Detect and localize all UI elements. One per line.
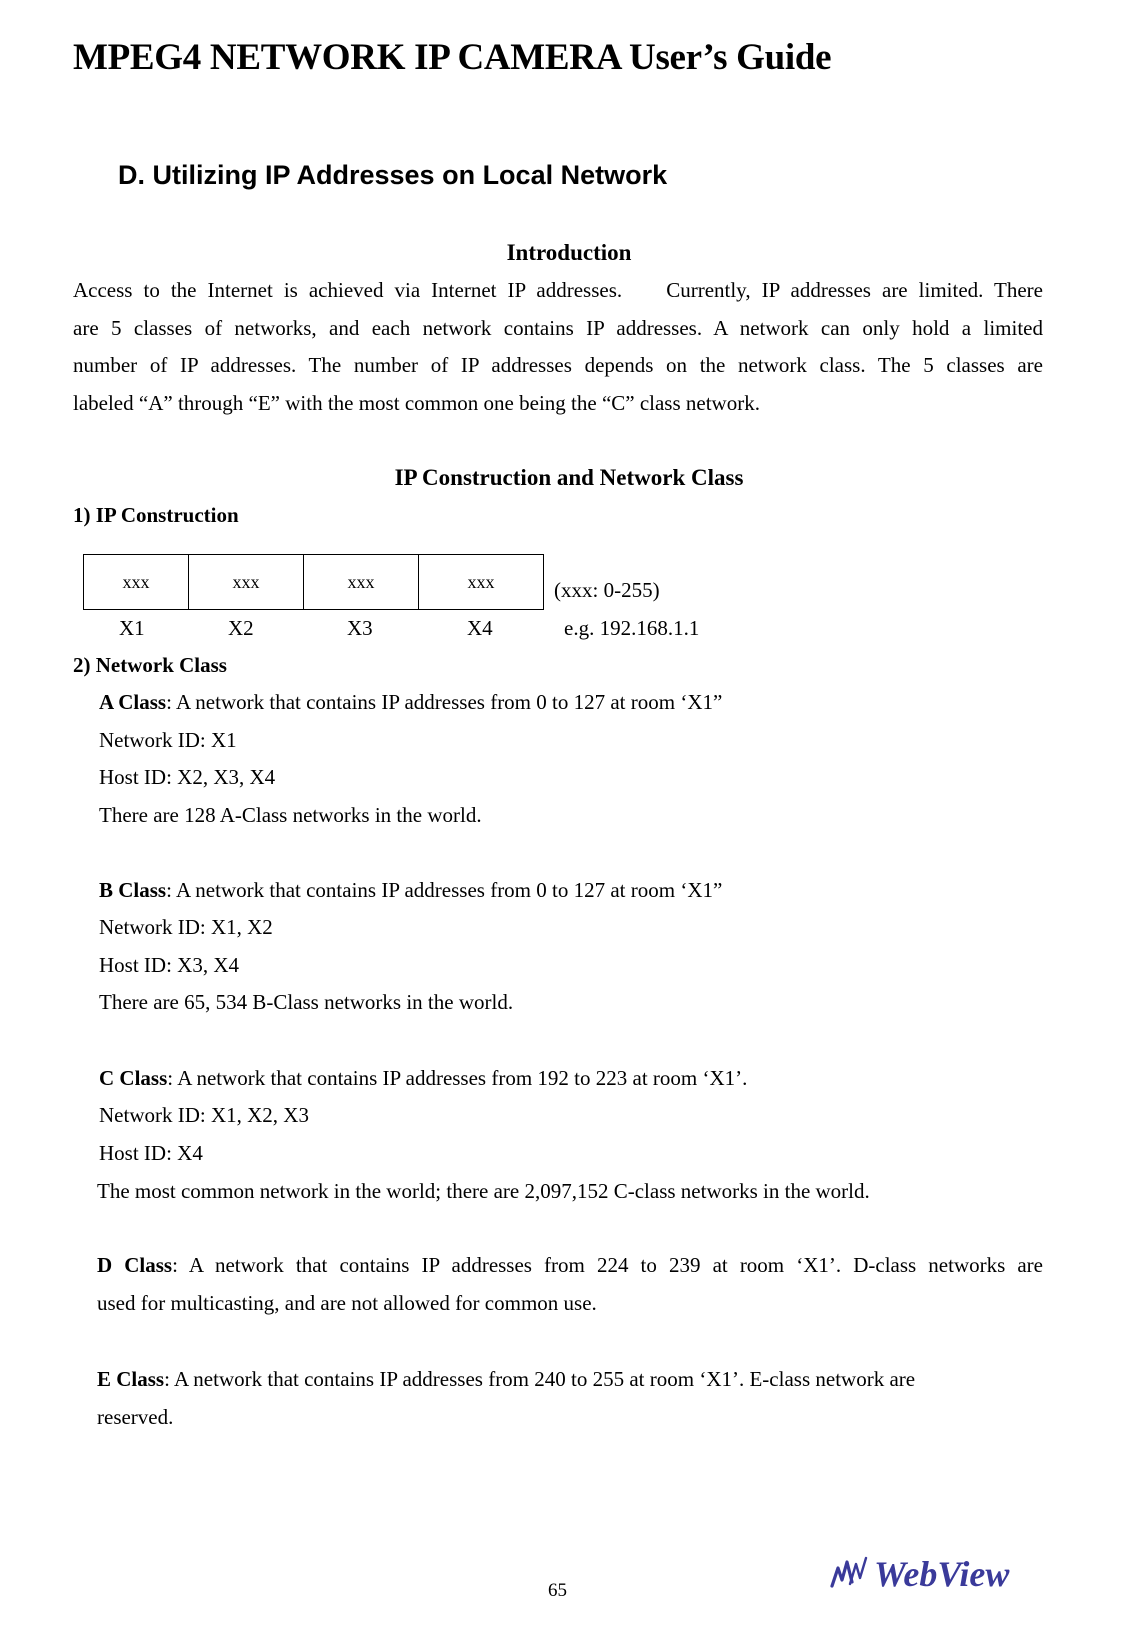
ip-cell-x2: xxx	[189, 555, 304, 610]
document-title: MPEG4 NETWORK IP CAMERA User’s Guide	[73, 37, 832, 78]
section-heading: D. Utilizing IP Addresses on Local Network	[118, 160, 668, 190]
b-class-desc: : A network that contains IP addresses from 0 to 127 at room ‘X1”	[166, 878, 723, 902]
c-class-network-id: Network ID: X1, X2, X3	[99, 1103, 309, 1127]
c-class-name: C Class	[99, 1066, 168, 1090]
b-class-network-id: Network ID: X1, X2	[99, 915, 273, 939]
d-class-definition	[97, 1253, 1043, 1278]
b-class-host-id: Host ID: X3, X4	[99, 953, 239, 977]
b-class-note: There are 65, 534 B-Class networks in the world.	[99, 990, 514, 1014]
a-class-network-id: Network ID: X1	[99, 728, 237, 752]
ip-label-x2: X2	[228, 616, 254, 640]
ip-label-x1: X1	[119, 616, 145, 640]
a-class-name: A Class	[99, 690, 167, 714]
d-class-name: D Class	[97, 1253, 173, 1277]
ip-construction-table	[83, 554, 544, 610]
a-class-desc: : A network that contains IP addresses from 0 to 127 at room ‘X1”	[166, 690, 723, 714]
b-class-definition	[99, 878, 722, 903]
a-class-definition	[99, 690, 722, 715]
a-class-note: There are 128 A-Class networks in the world.	[99, 803, 482, 827]
a-class-host-id: Host ID: X2, X3, X4	[99, 765, 276, 789]
intro-line-2: are 5 classes of networks, and each network contains IP addresses. A network can only hold a limited	[73, 315, 1043, 340]
ip-section-heading: IP Construction and Network Class	[394, 465, 744, 490]
ip-label-x3: X3	[347, 616, 373, 640]
e-class-desc-line1: : A network that contains IP addresses from 240 to 255 at room ‘X1’. E-class network are	[164, 1367, 916, 1391]
ip-cell-x4: xxx	[419, 555, 544, 610]
intro-line-4: labeled “A” through “E” with the most common one being the “C” class network.	[73, 390, 760, 415]
e-class-name: E Class	[97, 1367, 165, 1391]
ip-label-x4: X4	[467, 616, 493, 640]
intro-line-1: Access to the Internet is achieved via Internet IP addresses. Currently, IP addresses are limited. There	[73, 278, 1043, 302]
c-class-definition	[99, 1066, 747, 1091]
intro-heading: Introduction	[506, 240, 632, 265]
ip-range-note: (xxx: 0-255)	[554, 578, 660, 602]
d-class-desc-line2: used for multicasting, and are not allowed for common use.	[97, 1291, 597, 1315]
c-class-note: The most common network in the world; there are 2,097,152 C-class networks in the world.	[97, 1179, 870, 1203]
intro-paragraph	[73, 272, 1043, 422]
webview-logo	[828, 1548, 1043, 1596]
webview-logo-text: WebView	[874, 1554, 1010, 1594]
e-class-desc-line2: reserved.	[97, 1405, 174, 1429]
ip-cell-x1: xxx	[84, 555, 189, 610]
ip-construction-heading: 1) IP Construction	[73, 503, 239, 527]
ip-example: e.g. 192.168.1.1	[564, 616, 700, 640]
page-number: 65	[548, 1580, 567, 1601]
b-class-name: B Class	[99, 878, 167, 902]
d-class-desc-line1: : A network that contains IP addresses from 224 to 239 at room ‘X1’. D-class networks are	[172, 1253, 1043, 1277]
c-class-desc: : A network that contains IP addresses from 192 to 223 at room ‘X1’.	[167, 1066, 748, 1090]
network-class-heading: 2) Network Class	[73, 653, 227, 677]
c-class-host-id: Host ID: X4	[99, 1141, 203, 1165]
e-class-definition	[97, 1367, 915, 1392]
ip-cell-x3: xxx	[304, 555, 419, 610]
intro-line-3: number of IP addresses. The number of IP addresses depends on the network class. The 5 classes are	[73, 353, 1043, 377]
webview-logo-mark-icon	[832, 1558, 866, 1586]
